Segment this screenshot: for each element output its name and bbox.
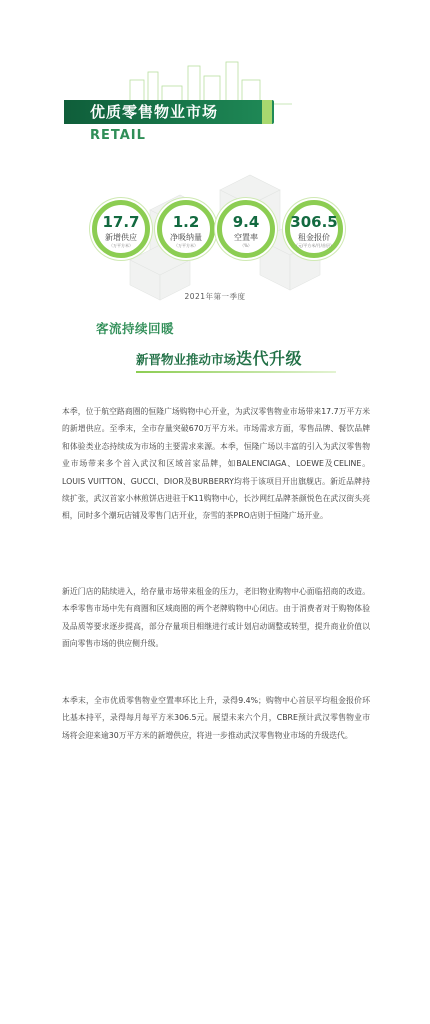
- stat-new-supply: [92, 200, 150, 258]
- stat-unit: （元/平方米/月/首层）: [293, 243, 335, 248]
- page-subtitle: RETAIL: [90, 128, 146, 143]
- stat-net-absorption: [157, 200, 215, 258]
- body-paragraph: 新近门店的陆续进入，给存量市场带来租金的压力，老旧物业购物中心面临招商的改造。本季零售市场中先有商圈和区域商圈的两个老牌购物中心闭店。由于消费者对于购物体验及品质等要求逐步提高，部分存量项目相继进行或计划启动调整或转型，提升商业价值以面向零售市场的供应侧升级。: [62, 587, 370, 649]
- body-paragraph: 本季，位于航空路商圈的恒隆广场购物中心开业，为武汉零售物业市场带来17.7万平方米的新增供应。至季末，全市存量突破670万平方米。市场需求方面，零售品牌、餐饮品牌和体验类业态持续成为市场的主要需求来源。本季，恒隆广场以丰富的引入为武汉零售物业市场带来多个首入武汉和区域首家品牌，如BALENCIAGA、LOEWE及CELINE。LOUIS VUITTON、GUCCI、DIOR及BURBERRY均将于该项目开出旗舰店。新近品牌持续扩张，武汉首家小林煎饼店进驻于K11购物中心，长沙网红品牌茶颜悦色在武汉街头亮相，同时多个潮玩店铺及零售门店开业，奈雪的茶PRO店则于恒隆广场开业。: [62, 407, 370, 521]
- stat-label: 租金报价: [298, 233, 330, 242]
- page-title: 优质零售物业市场: [90, 103, 219, 121]
- stat-unit: （万平方米）: [109, 243, 133, 248]
- headline-secondary-emphasis: 迭代升级: [236, 349, 303, 368]
- period-label: 2021年第一季度: [184, 292, 246, 301]
- headline-underline: [136, 371, 336, 373]
- title-banner-accent: [262, 100, 272, 124]
- stat-value: 306.5: [290, 213, 338, 231]
- headline-secondary-lead: 新晋物业推动市场: [136, 352, 237, 367]
- stat-label: 空置率: [234, 233, 258, 242]
- stat-value: 1.2: [172, 213, 200, 231]
- stat-vacancy-rate: [217, 200, 275, 258]
- body-paragraph: 本季末，全市优质零售物业空置率环比上升，录得9.4%；购物中心首层平均租金报价环比基本持平，录得每月每平方米306.5元。展望未来六个月，CBRE预计武汉零售物业市场将会迎来逾30万平方米的新增供应，将进一步推动武汉零售物业市场的升级迭代。: [62, 696, 370, 740]
- stat-value: 17.7: [102, 213, 140, 231]
- stat-unit: （万平方米）: [174, 243, 198, 248]
- city-skyline-illustration: [92, 58, 292, 106]
- stat-label: 净吸纳量: [170, 233, 202, 242]
- stat-rent-quote: [285, 200, 343, 258]
- stat-unit: （%）: [240, 243, 252, 248]
- headline-primary: 客流持续回暖: [96, 321, 175, 336]
- stat-value: 9.4: [232, 213, 260, 231]
- stat-label: 新增供应: [105, 233, 137, 242]
